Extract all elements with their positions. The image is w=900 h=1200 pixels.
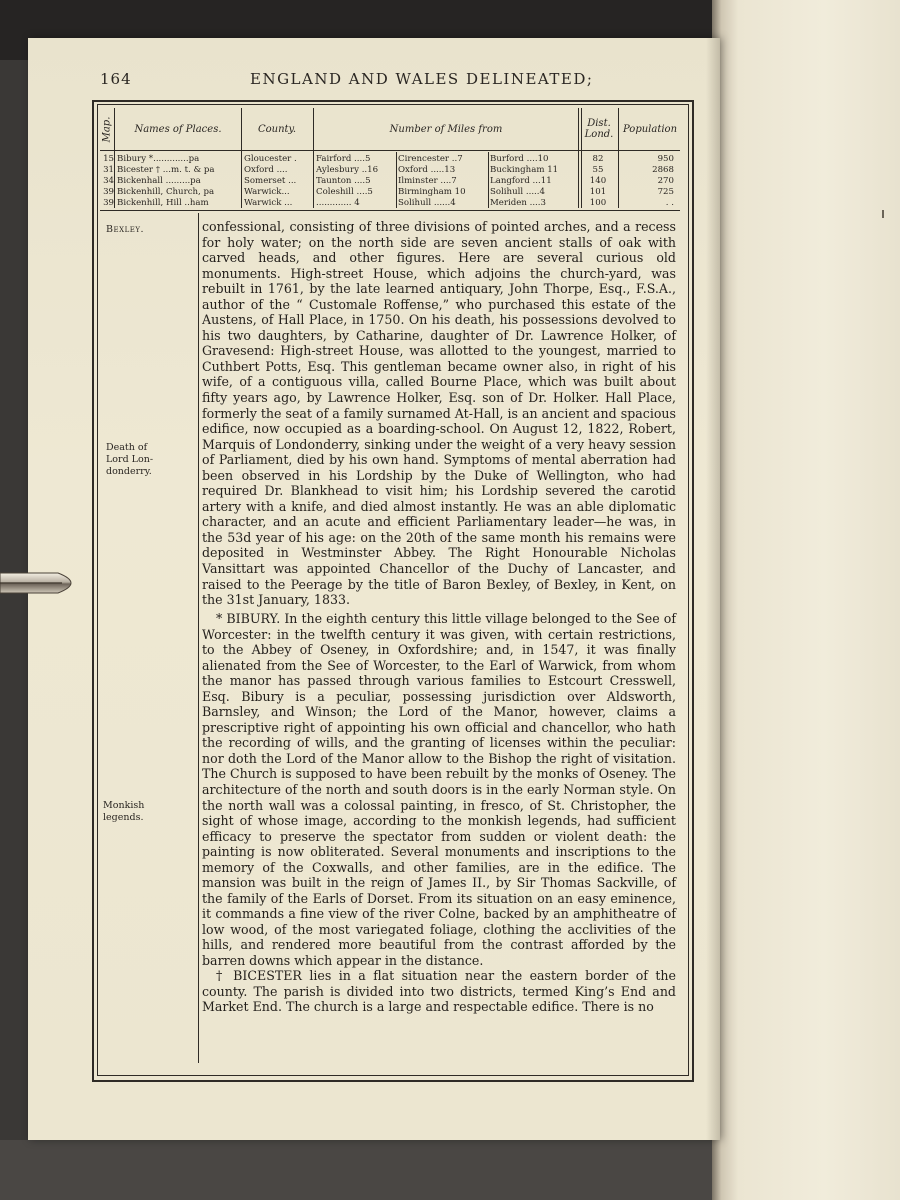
table-header bbox=[100, 108, 680, 151]
metal-bookmark-clip bbox=[0, 563, 88, 603]
table-row: 34 Bickenhall .........pa Somerset ... Taunton ....5 Ilminster ....7 Langford ...11 140 270 bbox=[103, 176, 674, 186]
table-row: 15 Bibury *.............pa Gloucester . Fairford ....5 Cirencester ..7 Burford ....10 82 950 bbox=[103, 154, 674, 164]
table-bottom-rule bbox=[100, 210, 680, 211]
table-body bbox=[100, 154, 680, 208]
margin-note-death-of-lord-londonderry: Death of Lord Lon- donderry. bbox=[106, 442, 154, 477]
header-miles: Number of Miles from bbox=[389, 123, 503, 135]
gazetteer-table bbox=[100, 108, 680, 208]
table-row: 31 Bicester † ...m. t. & pa Oxford .... Aylesbury ..16 Oxford .....13 Buckingham 11 55 2868 bbox=[103, 165, 674, 175]
header-county: County. bbox=[257, 123, 297, 135]
running-title: ENGLAND AND WALES DELINEATED; bbox=[250, 70, 594, 88]
margin-column-rule bbox=[198, 213, 199, 1063]
header-map: Map. bbox=[101, 116, 113, 142]
body-paragraph-bibury: * BIBURY. In the eighth century this little village belonged to the See of Worcester: in the twelfth century it was given, with certain restrictions, to the Abbey of Oseney, in Oxfordshire; and, in 1547, it was finally alienated from the See of Worcester, to the Earl of Warwick, from whom the manor has passed through various families to Estcourt Cresswell, Esq. Bibury is a peculiar, possessing jurisdiction over Aldsworth, Barnsley, and Winson; the Lord of the Manor, however, claims a prescriptive right of appointing his own official and chancellor, who hath the recording of wills, and the granting of licenses within the peculiar: nor doth the Lord of the Manor allow to the Bishop the right of visitation. The Church is supposed to have been rebuilt by the monks of Oseney. The architecture of the north and south doors is in the early Norman style. On the north wall was a colossal painting, in fresco, of St. Christopher, the sight of whose image, according to the monkish legends, had sufficient efficacy to preserve the spectator from sudden or violent death: the painting is now obliterated. Several monuments and inscriptions to the memory of the Coxwalls, and other families, are in the edifice. The mansion was built in the reign of James II., by Sir Thomas Sackville, of the family of the Earls of Dorset. From its situation on an easy eminence, it commands a fine view of the river Colne, backed by an amphitheatre of low wood, of the most variegated foliage, clothing the acclivities of the hills, and rendered more beautiful from the contrast afforded by the barren downs which appear in the distance. bbox=[202, 611, 676, 969]
margin-note-bexley: Bexley. bbox=[106, 224, 144, 235]
header-population: Population bbox=[622, 123, 678, 135]
facing-page-mark bbox=[882, 210, 884, 218]
running-head bbox=[100, 70, 600, 94]
facing-page bbox=[712, 0, 900, 1200]
body-paragraph-bicester: † BICESTER lies in a flat situation near the eastern border of the county. The parish is divided into two districts, termed King’s End and Market End. The church is a large and respectable edifice. There is no bbox=[202, 968, 676, 1015]
table-row: 39 Bickenhill, Church, pa Warwick... Coleshill ....5 Birmingham 10 Solihull .....4 101 725 bbox=[103, 187, 674, 197]
margin-note-monkish-legends: Monkish legends. bbox=[103, 800, 145, 823]
page-edge-shadow bbox=[706, 38, 720, 1140]
body-paragraph-bexley: confessional, consisting of three divisions of pointed arches, and a recess for holy water; on the north side are seven ancient stalls of oak with carved heads, and other figures. Here are several curious old monuments. High-street House, which adjoins the church-yard, was rebuilt in 1761, by the late learned antiquary, John Thorpe, Esq., F.S.A., author of the “ Customale Roffense,” who purchased this estate of the Austens, of Hall Place, in 1750. On his death, his possessions devolved to his two daughters, by Catharine, daughter of Dr. Lawrence Holker, of Gravesend: High-street House, was allotted to the youngest, married to Cuthbert Potts, Esq. This gentleman became owner also, in right of his wife, of a contiguous villa, called Bourne Place, which was built about fifty years ago, by Lawrence Holker, Esq. son of Dr. Holker. Hall Place, formerly the seat of a family surnamed At-Hall, is an ancient and spacious edifice, now occupied as a boarding-school. On August 12, 1822, Robert, Marquis of Londonderry, sinking under the weight of a very heavy session of Parliament, died by his own hand. Symptoms of mental aberration had been observed in his Lordship by the Duke of Wellington, who had required Dr. Blankhead to visit him; his Lordship severed the carotid artery with a knife, and died almost instantly. He was an able diplomatic character, and an acute and efficient Parliamentary leader—he was, in the 53d year of his age: on the 20th of the same month his remains were deposited in Westminster Abbey. The Right Honourable Nicholas Vansittart was appointed Chancellor of the Duchy of Lancaster, and raised to the Peerage by the title of Baron Bexley, of Bexley, in Kent, on the 31st January, 1833. bbox=[202, 219, 676, 608]
header-names: Names of Places. bbox=[134, 123, 222, 135]
header-dist-lond: Dist. Lond. bbox=[584, 118, 614, 140]
table-row: 39 Bickenhill, Hill ..ham Warwick ... ............. 4 Solihull ......4 Meriden ....3 100 . . bbox=[103, 198, 674, 208]
page-number: 164 bbox=[100, 70, 132, 88]
